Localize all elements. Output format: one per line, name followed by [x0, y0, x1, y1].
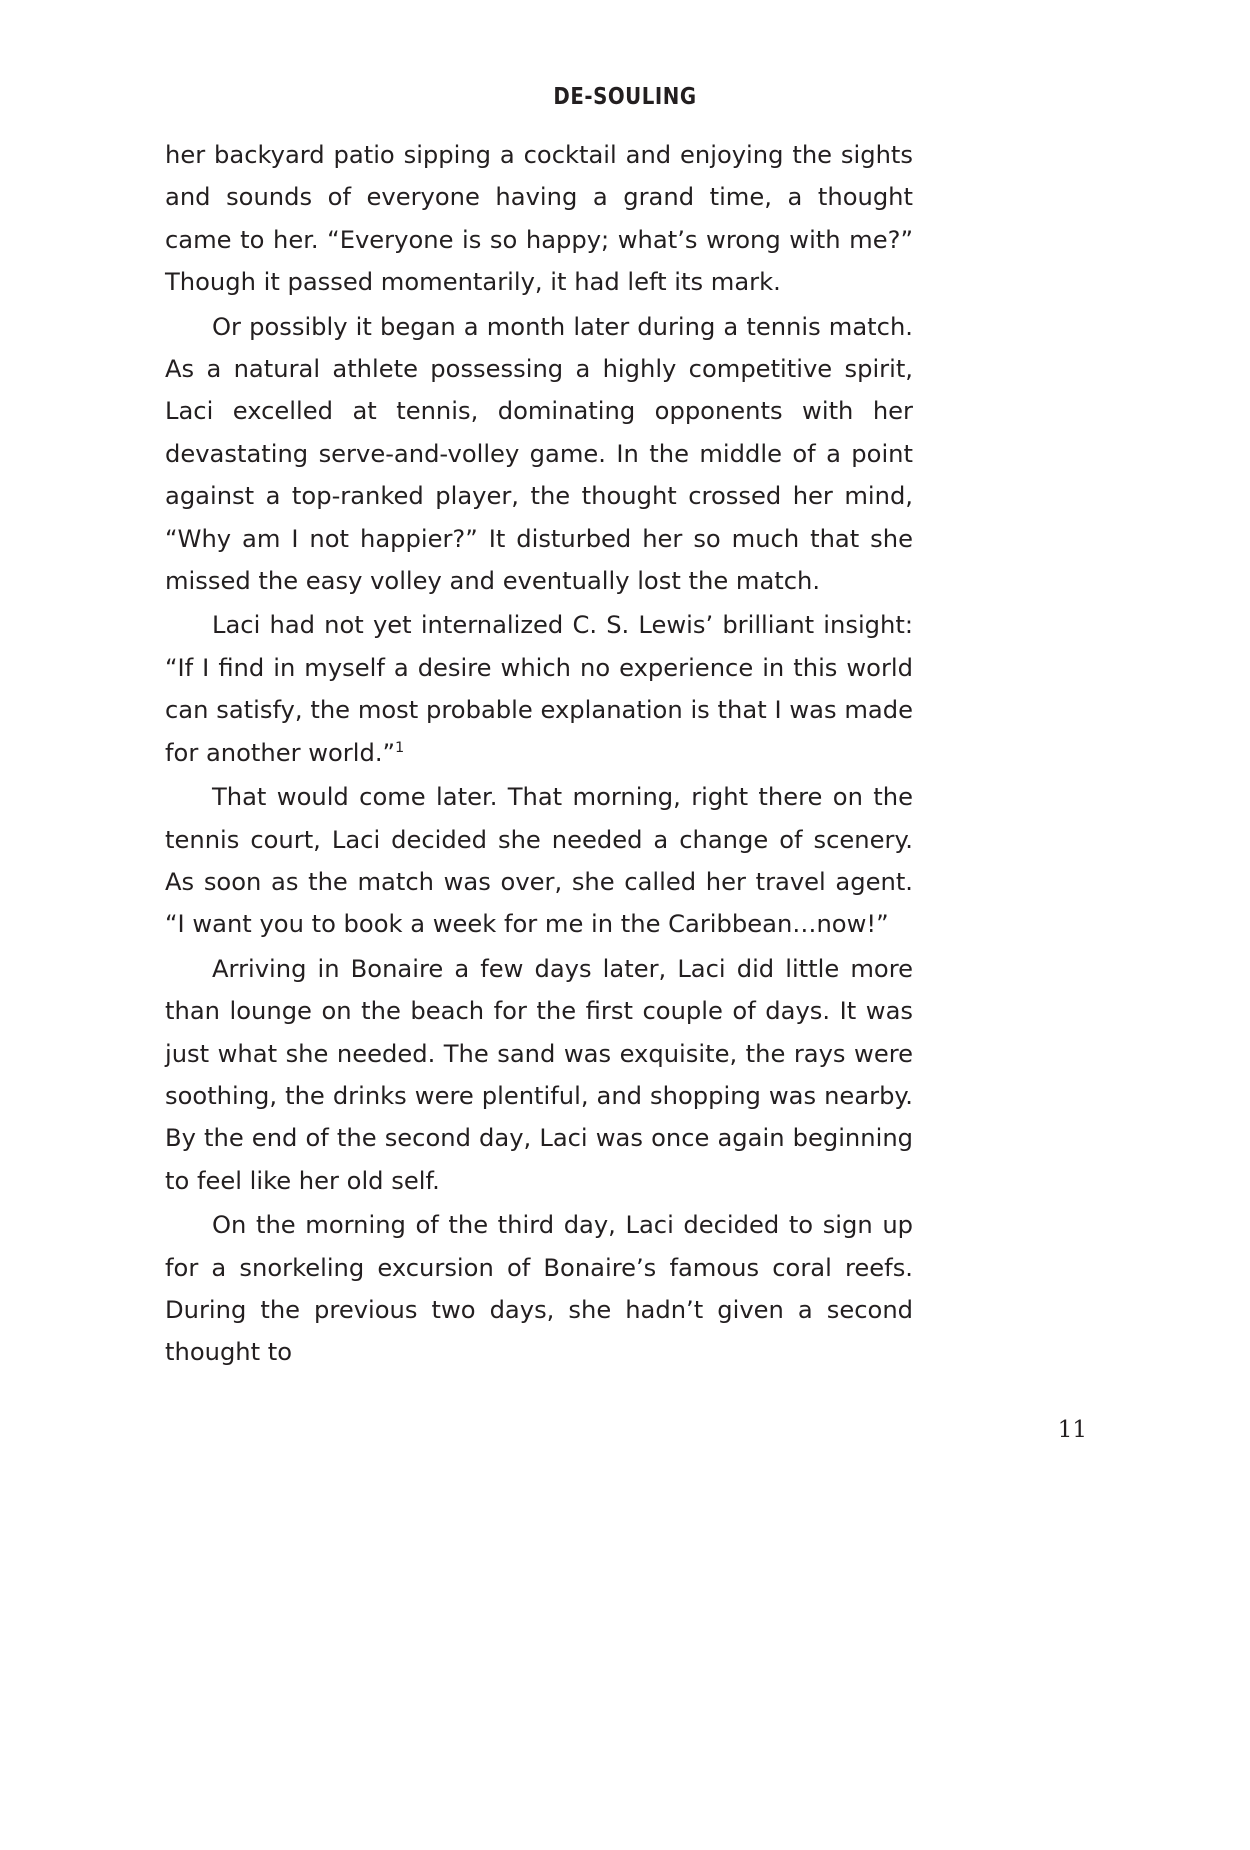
page-number: 11 [1057, 1417, 1087, 1443]
paragraph-6-text: On the morning of the third day, Laci decided to sign up for a snorkeling excursion of Bonaire’s famous coral reefs. During the previous two days, she hadn’t given a second thought to [165, 1211, 921, 1367]
paragraph-1-text: her backyard patio sipping a cocktail and enjoying the sights and sounds of everyone having a grand time, a thought came to her. “Everyone is so happy; what’s wrong with me?” Though it passed momentarily, it had left its mark. [165, 141, 921, 297]
paragraph-6 [165, 1204, 921, 1374]
paragraph-2 [165, 306, 921, 603]
body-text-column [165, 134, 921, 1376]
paragraph-3-text: Laci had not yet internalized C. S. Lewis’ brilliant insight: “If I find in myself a desire which no experience in this world can satisfy, the most probable explanation is that I was made for another world.” [165, 611, 921, 767]
paragraph-4 [165, 776, 921, 946]
paragraph-4-text: That would come later. That morning, right there on the tennis court, Laci decided she needed a change of scenery. As soon as the match was over, she called her travel agent. “I want you to book a week for me in the Caribbean…now!” [165, 783, 921, 939]
footnote-marker-1: 1 [395, 739, 405, 756]
running-header: DE-SOULING [553, 84, 697, 110]
paragraph-5-text: Arriving in Bonaire a few days later, Laci did little more than lounge on the beach for the first couple of days. It was just what she needed. The sand was exquisite, the rays were soothing, the drinks were plentiful, and shopping was nearby. By the end of the second day, Laci was once again beginning to feel like her old self. [165, 954, 921, 1195]
paragraph-2-text: Or possibly it began a month later during a tennis match. As a natural athlete possessing a highly competitive spirit, Laci excelled at tennis, dominating opponents with her devastating serve-and-volley game. In the middle of a point against a top-ranked player, the thought crossed her mind, “Why am I not happier?” It disturbed her so much that she missed the easy volley and eventually lost the match. [165, 312, 921, 596]
paragraph-1 [165, 134, 921, 304]
paragraph-5 [165, 948, 921, 1202]
paragraph-3 [165, 604, 921, 774]
